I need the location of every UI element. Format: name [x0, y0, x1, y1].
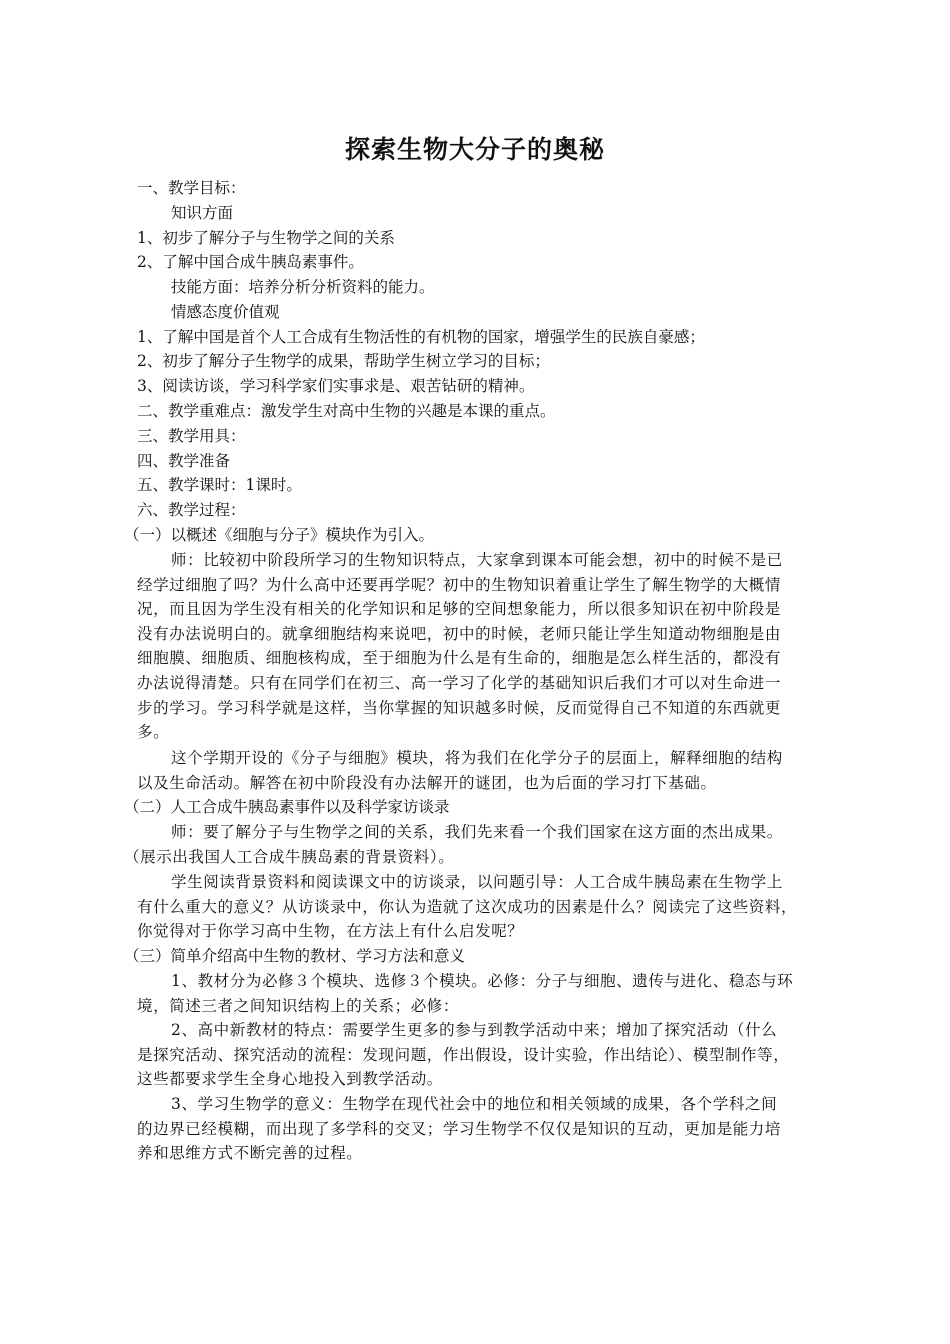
- skill-line: 技能方面：培养分析分析资料的能力。: [171, 278, 435, 296]
- text-line: 这个学期开设的《分子与细胞》模块，将为我们在化学分子的层面上，解释细胞的结构: [171, 749, 783, 767]
- emotion-item-2: 2、初步了解分子生物学的成果，帮助学生树立学习的目标；: [137, 352, 550, 370]
- part3-paragraph-3: [137, 1092, 814, 1166]
- preparation-line: 四、教学准备: [137, 452, 231, 470]
- knowledge-item-1: 1、初步了解分子与生物学之间的关系: [137, 229, 395, 247]
- text-line: 是探究活动、探究活动的流程：发现问题，作出假设，设计实验，作出结论）、模型制作等，: [137, 1045, 790, 1064]
- text-line: 师：要了解分子与生物学之间的关系，我们先来看一个我们国家在这方面的杰出成果。: [171, 823, 783, 841]
- objectives-heading: 一、教学目标：: [137, 179, 246, 197]
- part1-paragraph-2: [137, 746, 814, 795]
- emotion-item-3: 3、阅读访谈，学习科学家们实事求是、艰苦钻研的精神。: [137, 377, 535, 395]
- knowledge-item-2: 2、了解中国合成牛胰岛素事件。: [137, 253, 364, 271]
- part2-paragraph-2: [137, 870, 814, 944]
- text-line: 办法说得清楚。只有在同学们在初三、高一学习了化学的基础知识后我们才可以对生命进一: [137, 673, 782, 692]
- emotion-heading: 情感态度价值观: [171, 303, 280, 321]
- text-line: 以及生命活动。解答在初中阶段没有办法解开的谜团，也为后面的学习打下基础。: [137, 773, 717, 792]
- text-line: 经学过细胞了吗？为什么高中还要再学呢？初中的生物知识着重让学生了解生物学的大概情: [137, 575, 782, 594]
- part1-paragraph-1: [137, 548, 814, 745]
- text-line: 1、教材分为必修３个模块、选修３个模块。必修：分子与细胞、遗传与进化、稳态与环: [171, 972, 794, 990]
- part2-heading: （二）人工合成牛胰岛素事件以及科学家访谈录: [124, 798, 450, 816]
- hours-line: 五、教学课时：1课时。: [137, 476, 302, 494]
- text-line: 学生阅读背景资料和阅读课文中的访谈录，以问题引导：人工合成牛胰岛素在生物学上: [171, 873, 783, 891]
- part2-paragraph-1: [124, 820, 814, 869]
- text-line: 这些都要求学生全身心地投入到教学活动。: [137, 1070, 443, 1089]
- text-line: 你觉得对于你学习高中生物，在方法上有什么启发呢？: [137, 922, 524, 941]
- text-line: 没有办法说明白的。就拿细胞结构来说吧，初中的时候，老师只能让学生知道动物细胞是由: [137, 624, 782, 643]
- text-line: （展示出我国人工合成牛胰岛素的背景资料）。: [124, 847, 455, 866]
- part1-heading: （一）以概述《细胞与分子》模块作为引入。: [124, 526, 435, 544]
- text-line: 况，而且因为学生没有相关的化学知识和足够的空间想象能力，所以很多知识在初中阶段是: [137, 600, 782, 619]
- text-line: 2、高中新教材的特点：需要学生更多的参与到教学活动中来；增加了探究活动（什么: [171, 1021, 778, 1039]
- text-line: 的边界已经模糊，而出现了多学科的交叉；学习生物学不仅仅是知识的互动，更加是能力培: [137, 1119, 782, 1138]
- text-line: 师：比较初中阶段所学习的生物知识特点，大家拿到课本可能会想，初中的时候不是已: [171, 551, 783, 569]
- process-heading: 六、教学过程：: [137, 501, 246, 519]
- text-line: 3、学习生物学的意义：生物学在现代社会中的地位和相关领域的成果，各个学科之间: [171, 1095, 778, 1113]
- text-line: 境，简述三者之间知识结构上的关系；必修：: [137, 996, 460, 1015]
- knowledge-heading: 知识方面: [171, 204, 234, 222]
- part3-paragraph-2: [137, 1018, 814, 1092]
- text-line: 养和思维方式不断完善的过程。: [137, 1144, 363, 1163]
- part3-heading: （三）简单介绍高中生物的教材、学习方法和意义: [124, 947, 466, 965]
- page-title: 探索生物大分子的奥秘: [344, 135, 605, 164]
- tools-line: 三、教学用具：: [137, 427, 246, 445]
- text-line: 多。: [137, 723, 170, 742]
- text-line: 细胞膜、细胞质、细胞核构成，至于细胞为什么是有生命的，细胞是怎么样生活的，都没有: [137, 649, 782, 668]
- text-line: 有什么重大的意义？从访谈录中，你认为造就了这次成功的因素是什么？阅读完了这些资料，: [137, 897, 798, 916]
- text-line: 步的学习。学习科学就是这样，当你掌握的知识越多时候，反而觉得自己不知道的东西就更: [137, 698, 782, 717]
- part3-paragraph-1: [137, 969, 814, 1018]
- key-points-line: 二、教学重难点：激发学生对高中生物的兴趣是本课的重点。: [137, 402, 556, 420]
- emotion-item-1: 1、了解中国是首个人工合成有生物活性的有机物的国家，增强学生的民族自豪感；: [137, 328, 705, 346]
